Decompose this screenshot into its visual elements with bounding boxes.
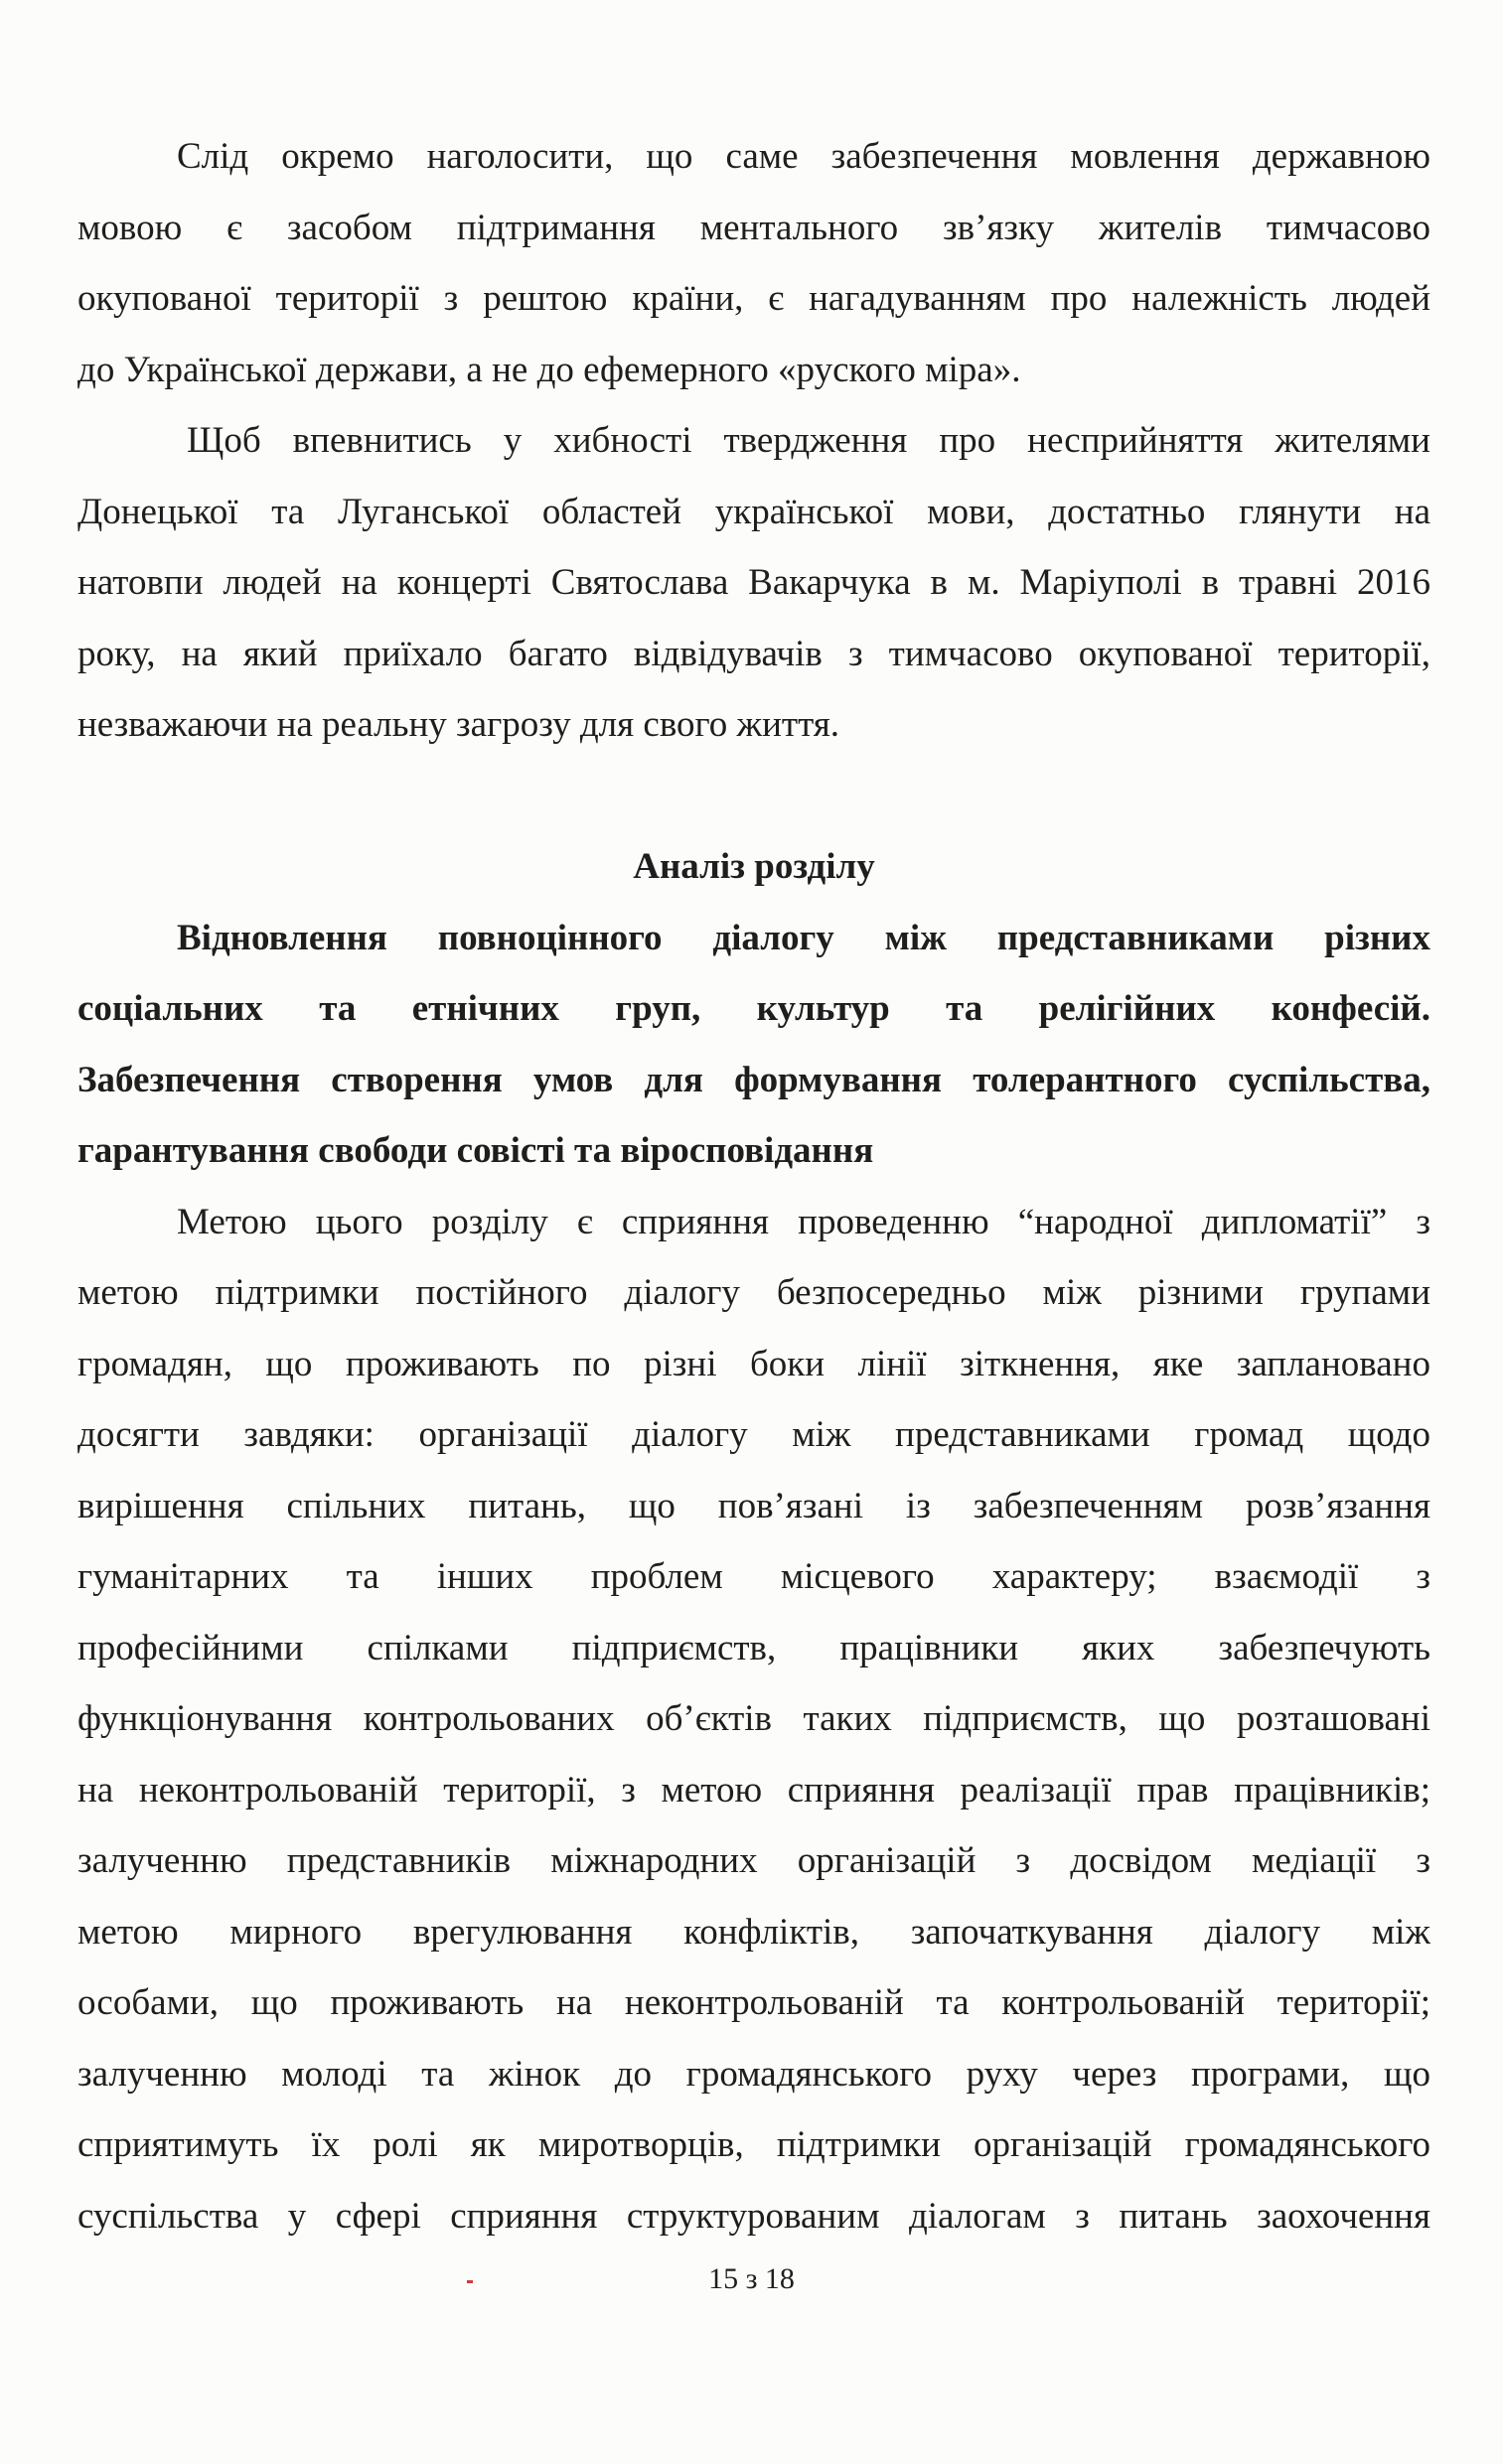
spacer bbox=[77, 761, 1430, 832]
text-line: метою підтримки постійного діалогу безпосередньо між різними групами bbox=[77, 1272, 1430, 1313]
text-line: особами, що проживають на неконтрольованій та контрольованій території; bbox=[77, 1982, 1430, 2023]
text-line: сприятимуть їх ролі як миротворців, підтримки організацій громадянського bbox=[77, 2124, 1430, 2165]
paragraph-1 bbox=[77, 121, 1430, 405]
text-line: залученню молоді та жінок до громадянського руху через програми, що bbox=[77, 2053, 1430, 2095]
title-line: соціальних та етнічних груп, культур та релігійних конфесій. bbox=[77, 988, 1430, 1029]
text-line: залученню представників міжнародних організацій з досвідом медіації з bbox=[77, 1840, 1430, 1881]
text-line: незважаючи на реальну загрозу для свого життя. bbox=[77, 704, 840, 745]
title-line: гарантування свободи совісті та віросповідання bbox=[77, 1130, 874, 1171]
text-line: окупованої території з рештою країни, є нагадуванням про належність людей bbox=[77, 278, 1430, 319]
text-line: на неконтрольованій території, з метою сприяння реалізації прав працівників; bbox=[77, 1769, 1430, 1811]
text-line: Щоб впевнитись у хибності твердження про несприйняття жителями bbox=[187, 420, 1430, 461]
section-title bbox=[77, 903, 1430, 1187]
text-line: метою мирного врегулювання конфліктів, започаткування діалогу між bbox=[77, 1911, 1430, 1953]
page-number: 15 з 18 bbox=[708, 2262, 795, 2295]
text-line: громадян, що проживають по різні боки лінії зіткнення, яке заплановано bbox=[77, 1343, 1430, 1384]
paragraph-2 bbox=[77, 405, 1430, 761]
text-line: суспільства у сфері сприяння структурованим діалогам з питань заохочення bbox=[77, 2195, 1430, 2237]
text-line: функціонування контрольованих об’єктів таких підприємств, що розташовані bbox=[77, 1698, 1430, 1739]
text-line: вирішення спільних питань, що пов’язані із забезпеченням розв’язання bbox=[77, 1485, 1430, 1526]
document-body bbox=[77, 121, 1430, 2251]
text-line: Донецької та Луганської областей української мови, достатньо глянути на bbox=[77, 491, 1430, 532]
title-line: Відновлення повноцінного діалогу між представниками різних bbox=[177, 917, 1430, 958]
text-line: до Української держави, а не до ефемерного «руского міра». bbox=[77, 349, 1021, 390]
text-line: Слід окремо наголосити, що саме забезпечення мовлення державною bbox=[177, 136, 1430, 177]
text-line: Метою цього розділу є сприяння проведенню “народної дипломатії” з bbox=[177, 1201, 1430, 1242]
text-line: досягти завдяки: організації діалогу між представниками громад щодо bbox=[77, 1414, 1430, 1455]
text-line: натовпи людей на концерті Святослава Вакарчука в м. Маріуполі в травні 2016 bbox=[77, 562, 1430, 603]
text-line: професійними спілками підприємств, працівники яких забезпечують bbox=[77, 1627, 1430, 1668]
section-heading: Аналіз розділу bbox=[633, 846, 875, 887]
title-line: Забезпечення створення умов для формування толерантного суспільства, bbox=[77, 1059, 1430, 1100]
text-line: гуманітарних та інших проблем місцевого характеру; взаємодії з bbox=[77, 1556, 1430, 1597]
text-line: року, на який приїхало багато відвідувачів з тимчасово окупованої території, bbox=[77, 633, 1430, 674]
text-line: мовою є засобом підтримання ментального зв’язку жителів тимчасово bbox=[77, 207, 1430, 248]
paragraph-3 bbox=[77, 1187, 1430, 2252]
